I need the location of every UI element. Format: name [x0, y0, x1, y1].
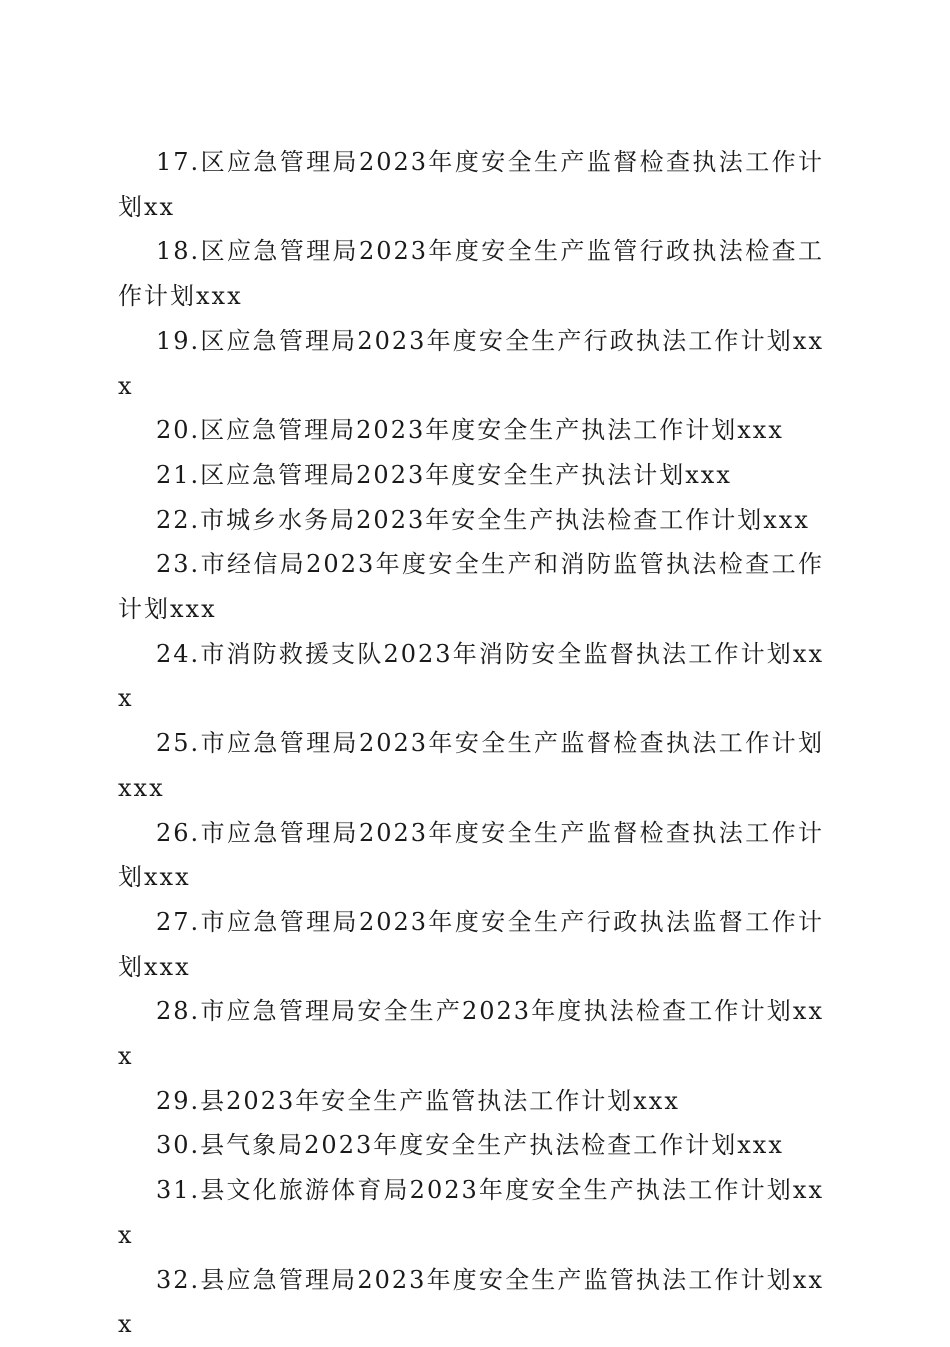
list-item: 31.县文化旅游体育局2023年度安全生产执法工作计划xxx	[118, 1176, 824, 1249]
list-item: 30.县气象局2023年度安全生产执法检查工作计划xxx	[156, 1131, 784, 1160]
list-item: 25.市应急管理局2023年安全生产监督检查执法工作计划xxx	[118, 729, 824, 802]
list-item: 27.市应急管理局2023年度安全生产行政执法监督工作计划xxx	[118, 907, 824, 981]
list-item: 22.市城乡水务局2023年安全生产执法检查工作计划xxx	[156, 505, 810, 534]
plan-list	[118, 140, 824, 1347]
list-item: 29.县2023年安全生产监管执法工作计划xxx	[156, 1086, 680, 1115]
list-item: 28.市应急管理局安全生产2023年度执法检查工作计划xxx	[118, 997, 824, 1071]
list-item: 24.市消防救援支队2023年消防安全监督执法工作计划xxx	[118, 639, 824, 713]
list-item: 19.区应急管理局2023年度安全生产行政执法工作计划xxx	[118, 326, 824, 400]
list-item: 32.县应急管理局2023年度安全生产监管执法工作计划xxx	[118, 1265, 824, 1339]
list-item: 23.市经信局2023年度安全生产和消防监管执法检查工作计划xxx	[118, 550, 824, 624]
list-item: 26.市应急管理局2023年度安全生产监督检查执法工作计划xxx	[118, 818, 824, 892]
list-item: 20.区应急管理局2023年度安全生产执法工作计划xxx	[156, 416, 784, 445]
list-item: 21.区应急管理局2023年度安全生产执法计划xxx	[156, 460, 732, 489]
list-item: 18.区应急管理局2023年度安全生产监管行政执法检查工作计划xxx	[118, 237, 824, 311]
list-item: 17.区应急管理局2023年度安全生产监督检查执法工作计划xx	[118, 148, 824, 221]
